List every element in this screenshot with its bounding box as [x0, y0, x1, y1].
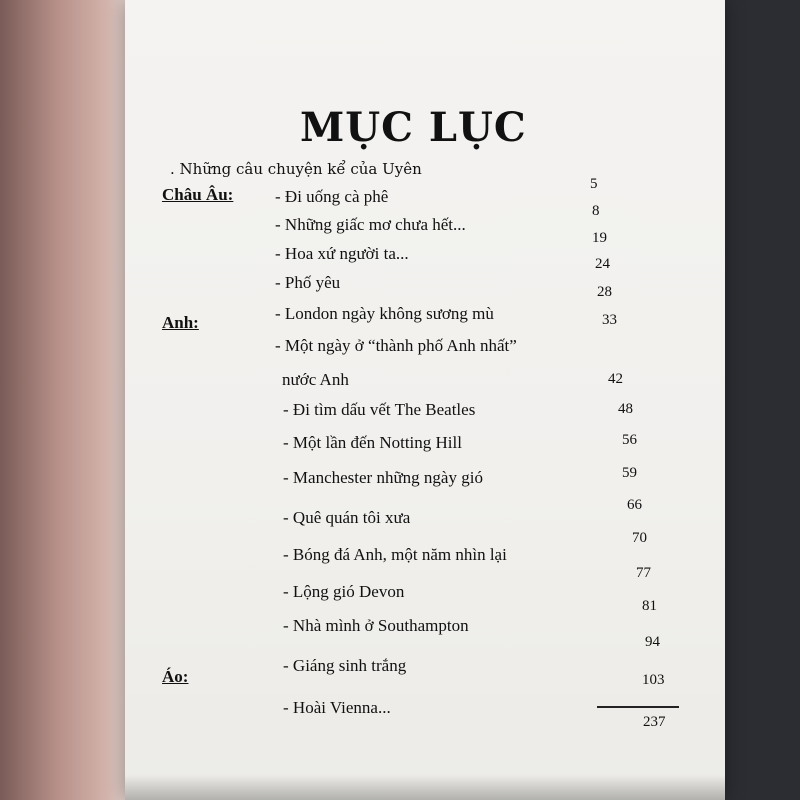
toc-entry-title: - Bóng đá Anh, một năm nhìn lại	[283, 545, 507, 564]
toc-page-number: 59	[622, 465, 637, 481]
toc-entry-title: - Một lần đến Notting Hill	[283, 433, 462, 452]
toc-entry-title: - Phố yêu	[275, 273, 341, 292]
toc-page-number: 94	[645, 634, 660, 650]
toc-page-number: 24	[595, 256, 610, 272]
toc-page-number: 103	[642, 672, 665, 688]
toc-total-pages: 237	[643, 714, 666, 730]
toc-page-number: 81	[642, 598, 657, 614]
toc-entry-title: - Đi tìm dấu vết The Beatles	[283, 400, 476, 419]
toc-entry-title: - Hoa xứ người ta...	[275, 244, 409, 263]
page-bottom-shadow	[125, 775, 725, 800]
toc-entry-title: - Quê quán tôi xưa	[283, 508, 411, 527]
toc-page-number: 42	[608, 371, 623, 387]
book-spine-edge	[0, 0, 140, 800]
toc-page-number: 66	[627, 497, 642, 513]
toc-entry-title: - Hoài Vienna...	[283, 698, 391, 717]
toc-entry-title: - Đi uống cà phê	[275, 187, 389, 206]
toc-entry-title: - Những giấc mơ chưa hết...	[275, 215, 466, 234]
toc-entry-title: - London ngày không sương mù	[275, 304, 494, 323]
toc-page-number: 5	[590, 176, 598, 192]
toc-entry-title: - Lộng gió Devon	[283, 582, 405, 601]
toc-page-number: 48	[618, 401, 633, 417]
toc-entry-title: - Manchester những ngày gió	[283, 468, 483, 487]
toc-page-number: 33	[602, 312, 617, 328]
toc-entry-title: - Nhà mình ở Southampton	[283, 616, 469, 635]
book-page	[125, 0, 725, 800]
toc-entry-title: - Một ngày ở “thành phố Anh nhất”	[275, 336, 517, 355]
toc-entry-title: - Giáng sinh trắng	[283, 656, 407, 675]
toc-page-number: 28	[597, 284, 612, 300]
section-label-ao: Áo:	[162, 667, 189, 686]
section-label-anh: Anh:	[162, 313, 199, 332]
toc-intro-line: . Những câu chuyện kể của Uyên	[170, 160, 422, 178]
section-label-chau-au: Châu Âu:	[162, 185, 234, 204]
page-title: MỤC LỤC	[300, 104, 527, 151]
toc-page-number: 77	[636, 565, 651, 581]
toc-entry-title: nước Anh	[282, 370, 349, 389]
toc-page-number: 8	[592, 203, 600, 219]
toc-page-number: 56	[622, 432, 637, 448]
toc-page-number: 70	[632, 530, 647, 546]
total-divider-line	[597, 706, 679, 708]
toc-page-number: 19	[592, 230, 607, 246]
